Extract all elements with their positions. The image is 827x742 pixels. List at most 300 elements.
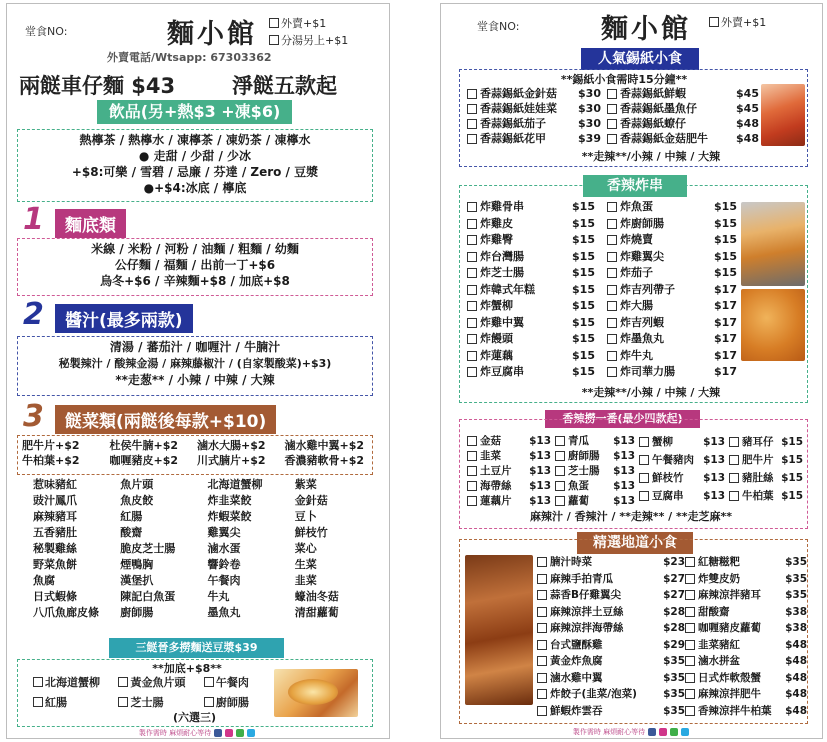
foil-shrimp-photo [761, 84, 805, 146]
premium-topping: 杜侯牛腩+$2 [109, 439, 179, 452]
menu-item[interactable] [555, 463, 635, 478]
menu-item[interactable] [607, 348, 737, 365]
item-price: $35 [785, 589, 807, 602]
topping-item: 脆皮芝士腸 [120, 542, 176, 555]
separate-soup-option[interactable]: 分湯另上+$1 [269, 32, 348, 48]
dine-in-label: 堂食NO: [477, 20, 520, 33]
item-name: 海帶絲 [480, 479, 512, 492]
checkbox-icon[interactable] [537, 574, 547, 584]
topping-item: 紫菜 [294, 478, 317, 491]
menu-item[interactable] [607, 116, 759, 131]
item-price: $48 [785, 638, 807, 651]
premium-topping: 咖喱豬皮+$2 [109, 454, 179, 467]
menu-item[interactable] [685, 571, 807, 588]
menu-item[interactable] [639, 451, 725, 469]
topping-item: 麻辣豬耳 [33, 510, 77, 523]
spicy-mix-col-2 [555, 433, 635, 508]
checkbox-icon[interactable] [118, 677, 128, 687]
menu-item[interactable] [555, 493, 635, 508]
menu-item[interactable] [467, 433, 551, 448]
noodles-title: 麵底類 [55, 209, 126, 238]
checkbox-icon[interactable] [729, 437, 739, 447]
combo-choice[interactable]: 北海道蟹柳 [33, 674, 118, 690]
item-price: $15 [572, 365, 595, 379]
topping-item: 魚片頭 [120, 478, 154, 491]
checkbox-icon[interactable] [467, 104, 477, 114]
topping-item: 響鈴卷 [207, 558, 241, 571]
checkbox-icon[interactable] [709, 17, 719, 27]
item-price: $17 [714, 315, 737, 329]
menu-item[interactable] [685, 620, 807, 637]
item-name: 炸蟹柳 [480, 299, 513, 313]
topping-item: 韭菜 [294, 574, 317, 587]
item-name: 炸豆腐串 [480, 365, 524, 379]
checkbox-icon[interactable] [467, 481, 477, 491]
checkbox-icon[interactable] [607, 89, 617, 99]
topping-item: 生菜 [294, 558, 317, 571]
menu-item[interactable] [607, 86, 759, 101]
item-price: $48 [785, 704, 807, 717]
checkbox-icon[interactable] [269, 35, 279, 45]
item-name: 午餐豬肉 [652, 454, 694, 466]
item-price: $28 [663, 605, 685, 618]
item-name: 炸餃子(韭菜/泡菜) [550, 688, 637, 701]
menu-item[interactable] [537, 686, 685, 703]
item-name: 炸台灣腸 [480, 249, 524, 263]
drinks-line: ●+$4:冰底 / 檸底 [143, 181, 247, 195]
menu-item[interactable] [467, 463, 551, 478]
checkbox-icon[interactable] [467, 202, 477, 212]
topping-item: 五香豬肚 [33, 526, 77, 539]
checkbox-icon[interactable] [607, 301, 617, 311]
menu-item[interactable] [555, 478, 635, 493]
item-price: $35 [663, 671, 685, 684]
item-name: 咖喱豬皮蘿蔔 [698, 622, 761, 635]
menu-item[interactable] [685, 703, 807, 720]
topping-item: 日式蝦條 [33, 590, 77, 603]
checkbox-icon[interactable] [639, 473, 649, 483]
menu-item[interactable] [729, 433, 803, 451]
combo-pick-note: (六選三) [173, 711, 217, 724]
menu-item[interactable] [607, 199, 737, 216]
menu-item[interactable] [607, 101, 759, 116]
menu-item[interactable] [467, 131, 601, 146]
topping-item: 滷水蛋 [207, 542, 241, 555]
checkbox-icon[interactable] [467, 318, 477, 328]
menu-item[interactable] [607, 282, 737, 299]
combo-choice[interactable]: 芝士腸 [118, 694, 203, 710]
menu-item[interactable] [537, 670, 685, 687]
checkbox-icon[interactable] [555, 436, 565, 446]
topping-item: 漢堡扒 [120, 574, 154, 587]
checkbox-icon[interactable] [467, 134, 477, 144]
item-name: 滷水拼盆 [698, 655, 740, 668]
combo-choices [33, 674, 268, 710]
item-price: $45 [736, 101, 759, 115]
section-number: 1 [23, 202, 44, 237]
topping-item: 煙鴨胸 [120, 558, 154, 571]
combo-noodle-photo [274, 669, 358, 717]
item-name: 炸韓式年糕 [480, 282, 535, 296]
takeaway-option[interactable]: 外賣+$1 [709, 14, 766, 30]
checkbox-icon[interactable] [467, 466, 477, 476]
item-price: $15 [781, 472, 803, 484]
spicy-mix-sauce-line: 麻辣汁 / 香辣汁 / **走辣** / **走芝麻** [529, 510, 733, 523]
item-name: 炸雞骨串 [480, 200, 524, 214]
topping-item: 菜心 [294, 542, 317, 555]
checkbox-icon[interactable] [204, 677, 214, 687]
item-price: $35 [785, 572, 807, 585]
checkbox-icon[interactable] [607, 219, 617, 229]
item-name: 滷水雞中翼 [550, 671, 603, 684]
menu-item[interactable] [607, 216, 737, 233]
menu-item[interactable] [685, 604, 807, 621]
menu-item[interactable] [729, 487, 803, 505]
menu-item[interactable] [467, 331, 595, 348]
checkbox-icon[interactable] [33, 677, 43, 687]
item-name: 炸墨魚丸 [620, 332, 664, 346]
checkbox-icon[interactable] [33, 697, 43, 707]
item-price: $13 [703, 454, 725, 466]
item-price: $28 [663, 622, 685, 635]
whatsapp-icon [236, 729, 244, 737]
menu-item[interactable] [607, 315, 737, 332]
checkbox-icon[interactable] [639, 491, 649, 501]
checkbox-icon[interactable] [729, 455, 739, 465]
item-name: 甜酸齋 [698, 605, 730, 618]
fried-list-left [467, 199, 595, 381]
menu-item[interactable] [467, 348, 595, 365]
checkbox-icon[interactable] [467, 119, 477, 129]
checkbox-icon[interactable] [729, 473, 739, 483]
checkbox-icon[interactable] [639, 455, 649, 465]
item-name: 青瓜 [568, 434, 589, 447]
checkbox-icon[interactable] [607, 318, 617, 328]
item-name: 麻辣涼拌肥牛 [698, 688, 761, 701]
menu-item[interactable] [607, 232, 737, 249]
checkbox-icon[interactable] [685, 656, 695, 666]
item-name: 炸雞翼尖 [620, 249, 664, 263]
checkbox-icon[interactable] [467, 268, 477, 278]
checkbox-icon[interactable] [537, 706, 547, 716]
checkbox-icon[interactable] [467, 301, 477, 311]
checkbox-icon[interactable] [685, 623, 695, 633]
checkbox-icon[interactable] [537, 557, 547, 567]
noodle-bowl-icon [288, 679, 338, 705]
foil-spice-line: **走辣**/小辣 / 中辣 / 大辣 [581, 150, 721, 163]
topping-item: 酸齋 [120, 526, 143, 539]
item-price: $35 [663, 688, 685, 701]
menu-item[interactable] [639, 433, 725, 451]
item-price: $27 [663, 589, 685, 602]
checkbox-icon[interactable] [118, 697, 128, 707]
menu-item[interactable] [639, 469, 725, 487]
item-price: $23 [663, 556, 685, 569]
menu-item[interactable] [467, 493, 551, 508]
checkbox-icon[interactable] [685, 557, 695, 567]
item-name: 香蒜錫紙花甲 [480, 131, 546, 145]
item-name: 香蒜錫紙娃娃菜 [480, 101, 557, 115]
item-name: 炸雞中翼 [480, 315, 524, 329]
item-price: $48 [736, 131, 759, 145]
topping-item: 魚皮餃 [120, 494, 154, 507]
topping-item: 陳記白魚蛋 [120, 590, 176, 603]
item-name: 香辣涼拌牛柏葉 [698, 704, 772, 717]
item-name: 韭菜 [480, 449, 501, 462]
menu-item[interactable] [467, 448, 551, 463]
menu-item[interactable] [467, 232, 595, 249]
toppings-title: 餸菜類(兩餸後每款+$10) [55, 405, 276, 434]
menu-item[interactable] [467, 199, 595, 216]
checkbox-icon[interactable] [685, 673, 695, 683]
item-name: 炸吉列帶子 [620, 282, 675, 296]
menu-item[interactable] [607, 298, 737, 315]
item-price: $45 [736, 86, 759, 100]
drinks-box [17, 129, 373, 202]
item-name: 麻辣涼拌土豆絲 [550, 605, 624, 618]
menu-item[interactable] [685, 670, 807, 687]
menu-item[interactable] [467, 216, 595, 233]
checkbox-icon[interactable] [607, 334, 617, 344]
checkbox-icon[interactable] [607, 235, 617, 245]
headline-two-toppings: 兩餸車仔麵 $43 [19, 74, 176, 98]
item-price: $17 [714, 365, 737, 379]
item-price: $15 [572, 348, 595, 362]
checkbox-icon[interactable] [607, 268, 617, 278]
topping-item: 墨魚丸 [207, 606, 241, 619]
checkbox-icon[interactable] [467, 235, 477, 245]
checkbox-icon[interactable] [467, 219, 477, 229]
menu-item[interactable] [537, 703, 685, 720]
checkbox-icon[interactable] [537, 623, 547, 633]
checkbox-icon[interactable] [607, 351, 617, 361]
menu-item[interactable] [467, 298, 595, 315]
checkbox-icon[interactable] [555, 451, 565, 461]
checkbox-icon[interactable] [467, 351, 477, 361]
combo-banner: 三餸晉多撈麵送豆漿$39 [109, 638, 284, 658]
fried-chicken-photo [741, 289, 805, 361]
item-price: $15 [572, 200, 595, 214]
item-name: 豬耳仔 [742, 436, 774, 448]
topping-item: 北海道蟹柳 [207, 478, 263, 491]
menu-item[interactable] [537, 620, 685, 637]
item-name: 腩汁時菜 [550, 556, 592, 569]
menu-item[interactable] [685, 686, 807, 703]
checkbox-icon[interactable] [607, 104, 617, 114]
checkbox-icon[interactable] [537, 656, 547, 666]
item-price: $30 [578, 86, 601, 100]
menu-item[interactable] [607, 249, 737, 266]
combo-note: **加底+$8** [152, 662, 222, 675]
menu-item[interactable] [685, 587, 807, 604]
menu-item[interactable] [467, 265, 595, 282]
item-price: $15 [572, 299, 595, 313]
menu-item[interactable] [537, 653, 685, 670]
menu-item[interactable] [639, 487, 725, 505]
item-name: 廚師腸 [568, 449, 600, 462]
menu-item[interactable] [467, 478, 551, 493]
item-name: 香蒜錫紙金針菇 [480, 86, 557, 100]
checkbox-icon[interactable] [607, 134, 617, 144]
menu-item[interactable] [467, 364, 595, 381]
item-name: 香蒜錫紙鮮蝦 [620, 86, 686, 100]
checkbox-icon[interactable] [467, 89, 477, 99]
menu-item[interactable] [685, 653, 807, 670]
menu-item[interactable] [607, 131, 759, 146]
menu-item[interactable] [607, 265, 737, 282]
checkbox-icon[interactable] [555, 481, 565, 491]
item-price: $15 [572, 266, 595, 280]
checkbox-icon[interactable] [467, 436, 477, 446]
combo-choice[interactable]: 紅腸 [33, 694, 118, 710]
noodles-line: 米線 / 米粉 / 河粉 / 油麵 / 粗麵 / 幼麵 [91, 242, 299, 256]
facebook-icon [214, 729, 222, 737]
item-price: $13 [529, 434, 551, 447]
item-price: $13 [613, 434, 635, 447]
topping-item: 廚師腸 [120, 606, 154, 619]
checkbox-icon[interactable] [607, 252, 617, 262]
shop-name: 麵小館 [601, 14, 691, 45]
item-name: 香蒜錫紙茄子 [480, 116, 546, 130]
drinks-line: ● 走甜 / 少甜 / 少冰 [138, 149, 252, 163]
fried-banner: 香辣炸串 [583, 175, 687, 197]
checkbox-icon[interactable] [467, 285, 477, 295]
checkbox-icon[interactable] [685, 640, 695, 650]
checkbox-icon[interactable] [607, 367, 617, 377]
menu-item[interactable] [467, 315, 595, 332]
menu-item[interactable] [729, 451, 803, 469]
item-name: 炸茄子 [620, 266, 653, 280]
checkbox-icon[interactable] [729, 491, 739, 501]
item-name: 麻辣涼拌豬耳 [698, 589, 761, 602]
premium-topping: 滷水大腸+$2 [197, 439, 266, 452]
spicy-mix-col-3 [639, 433, 725, 505]
headline-min-items: 淨餸五款起 [232, 74, 337, 98]
menu-item[interactable] [607, 331, 737, 348]
item-price: $15 [781, 490, 803, 502]
checkbox-icon[interactable] [685, 689, 695, 699]
section-number: 3 [23, 399, 44, 434]
dine-in-label: 堂食NO: [25, 25, 68, 38]
menu-item[interactable] [729, 469, 803, 487]
checkbox-icon[interactable] [555, 466, 565, 476]
checkbox-icon[interactable] [685, 706, 695, 716]
item-name: 炸吉列蝦 [620, 315, 664, 329]
item-price: $35 [663, 655, 685, 668]
combo-choice[interactable]: 午餐肉 [204, 674, 268, 690]
checkbox-icon[interactable] [467, 367, 477, 377]
phone-number: 外賣電話/Wtsapp: 67303362 [107, 51, 272, 64]
item-name: 麻辣手拍青瓜 [550, 572, 613, 585]
menu-item[interactable] [467, 101, 601, 116]
instagram-icon [659, 728, 667, 736]
item-name: 蓮藕片 [480, 494, 512, 507]
checkbox-icon[interactable] [555, 496, 565, 506]
menu-item[interactable] [467, 282, 595, 299]
item-price: $48 [736, 116, 759, 130]
item-name: 台式鹽酥雞 [550, 638, 603, 651]
item-name: 肥牛片 [742, 454, 774, 466]
menu-item[interactable] [685, 554, 807, 571]
item-price: $15 [572, 249, 595, 263]
menu-item[interactable] [555, 433, 635, 448]
drinks-line: +$8:可樂 / 雪碧 / 忌廉 / 芬達 / Zero / 豆漿 [71, 165, 319, 179]
checkbox-icon[interactable] [204, 697, 214, 707]
topping-item: 魚腐 [33, 574, 55, 587]
noodles-line: 公仔麵 / 福麵 / 出前一丁+$6 [114, 258, 276, 272]
facebook-icon [648, 728, 656, 736]
menu-item[interactable] [467, 116, 601, 131]
item-name: 金菇 [480, 434, 501, 447]
menu-item[interactable] [467, 86, 601, 101]
checkbox-icon[interactable] [685, 607, 695, 617]
item-name: 炸司華力腸 [620, 365, 675, 379]
checkbox-icon[interactable] [639, 437, 649, 447]
item-name: 香蒜錫紙蟟仔 [620, 116, 686, 130]
checkbox-icon[interactable] [467, 252, 477, 262]
checkbox-icon[interactable] [607, 202, 617, 212]
item-name: 魚蛋 [568, 479, 589, 492]
checkbox-icon[interactable] [537, 590, 547, 600]
topping-item: 鮮枝竹 [294, 526, 328, 539]
checkbox-icon[interactable] [467, 496, 477, 506]
checkbox-icon[interactable] [467, 334, 477, 344]
item-name: 豬肚絲 [742, 472, 774, 484]
premium-toppings-grid [22, 438, 368, 468]
item-name: 黃金炸魚腐 [550, 655, 603, 668]
foil-list-left [467, 86, 601, 146]
sauce-box [17, 336, 373, 396]
local-list-left [537, 554, 685, 719]
premium-toppings-box [17, 435, 373, 475]
fried-list-right [607, 199, 737, 381]
menu-item[interactable] [537, 571, 685, 588]
checkbox-icon[interactable] [537, 607, 547, 617]
topping-item: 豆卜 [294, 510, 317, 523]
menu-item[interactable] [607, 364, 737, 381]
drinks-line: 熱檸茶 / 熱檸水 / 凍檸茶 / 凍奶茶 / 凍檸水 [79, 133, 311, 147]
menu-item[interactable] [555, 448, 635, 463]
checkbox-icon[interactable] [607, 119, 617, 129]
checkbox-icon[interactable] [537, 689, 547, 699]
item-price: $13 [703, 490, 725, 502]
checkbox-icon[interactable] [537, 673, 547, 683]
checkbox-icon[interactable] [685, 574, 695, 584]
menu-item[interactable] [537, 554, 685, 571]
item-name: 鮮蝦炸雲吞 [550, 704, 603, 717]
item-name: 芝士腸 [568, 464, 600, 477]
checkbox-icon[interactable] [467, 451, 477, 461]
checkbox-icon[interactable] [685, 590, 695, 600]
combo-choice[interactable]: 廚師腸 [204, 694, 268, 710]
item-name: 炸牛丸 [620, 348, 653, 362]
menu-item[interactable] [537, 604, 685, 621]
menu-item[interactable] [685, 637, 807, 654]
item-price: $48 [785, 671, 807, 684]
checkbox-icon[interactable] [607, 285, 617, 295]
menu-item[interactable] [537, 637, 685, 654]
checkbox-icon[interactable] [537, 640, 547, 650]
menu-item[interactable] [537, 587, 685, 604]
item-price: $15 [572, 315, 595, 329]
topping-item: 午餐肉 [207, 574, 241, 587]
menu-item[interactable] [467, 249, 595, 266]
item-price: $15 [572, 216, 595, 230]
combo-choice[interactable]: 黃金魚片頭 [118, 674, 203, 690]
checkbox-icon[interactable] [269, 18, 279, 28]
item-name: 炸雙皮奶 [698, 572, 740, 585]
takeaway-option[interactable]: 外賣+$1 [269, 15, 326, 31]
